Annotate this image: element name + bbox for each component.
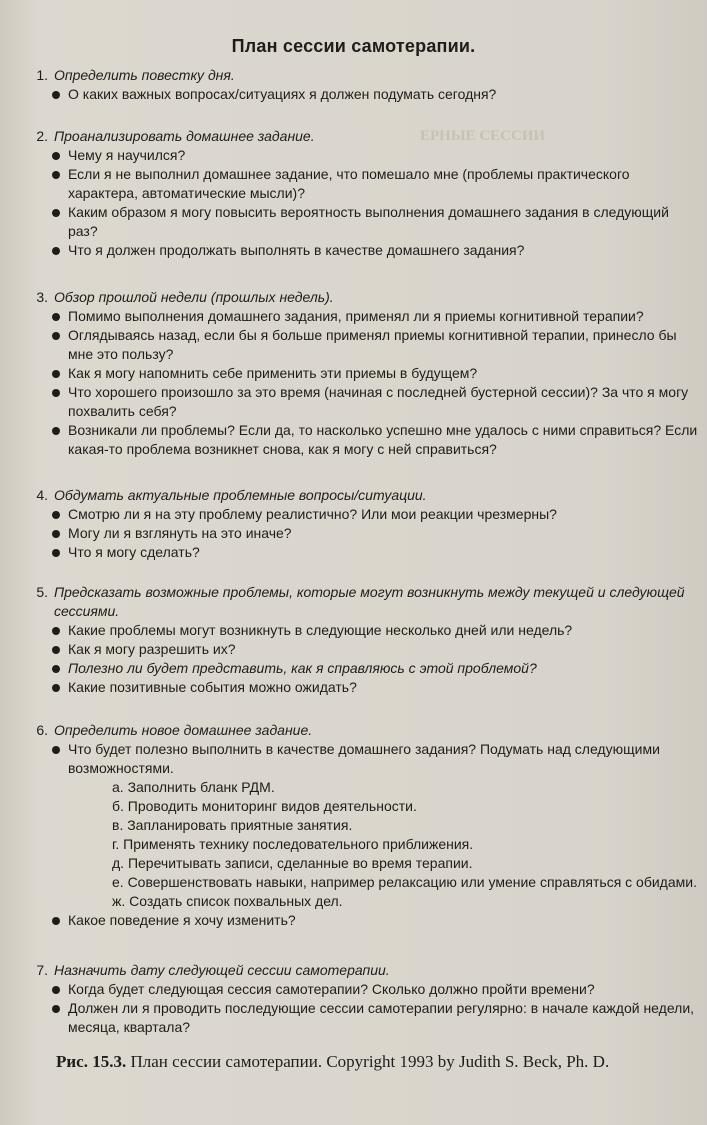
section-heading: Определить повестку дня. [54,67,235,83]
list-item: Что хорошего произошло за это время (начиная с последней бустерной сессии)? За что я могу похвалить себя? [48,383,699,421]
suboption-list [22,778,699,911]
section-4 [22,486,699,562]
section-number: 4. [36,487,48,503]
section-number: 1. [36,67,48,83]
list-item: Могу ли я взглянуть на это иначе? [48,524,699,543]
list-item: О каких важных вопросах/ситуациях я должен подумать сегодня? [48,85,699,104]
list-item: Что я должен продолжать выполнять в качестве домашнего задания? [48,241,699,260]
section-heading: Обдумать актуальные проблемные вопросы/ситуации. [54,487,427,503]
suboption: ж. Создать список похвальных дел. [112,893,343,909]
suboption: б. Проводить мониторинг видов деятельности. [112,798,417,814]
list-item: Помимо выполнения домашнего задания, применял ли я приемы когнитивной терапии? [48,307,699,326]
suboption: в. Запланировать приятные занятия. [112,817,353,833]
suboption: д. Перечитывать записи, сделанные во время терапии. [112,855,473,871]
list-item: Должен ли я проводить последующие сессии самотерапии регулярно: в начале каждой недели, месяца, квартала? [48,999,699,1037]
figure-caption [56,1052,609,1072]
list-item: Что я могу сделать? [48,543,699,562]
list-item: Если я не выполнил домашнее задание, что помешало мне (проблемы практического характера, автоматические мысли)? [48,165,699,203]
suboption: а. Заполнить бланк РДМ. [112,779,275,795]
section-heading: Назначить дату следующей сессии самотерапии. [54,962,390,978]
list-item: Возникали ли проблемы? Если да, то насколько успешно мне удалось с ними справиться? Если какая-то проблема возникнет снова, как я могу с ней справиться? [48,421,699,459]
section-7 [22,961,699,1037]
section-heading: Проанализировать домашнее задание. [54,128,315,144]
suboption: е. Совершенствовать навыки, например релаксацию или умение справляться с обидами. [112,874,697,890]
caption-text: План сессии самотерапии. Copyright 1993 by Judith S. Beck, Ph. D. [126,1052,610,1071]
section-5 [22,583,699,697]
section-3 [22,288,699,459]
list-item: Полезно ли будет представить, как я справляюсь с этой проблемой? [48,659,699,678]
section-heading: Определить новое домашнее задание. [54,722,313,738]
section-1 [22,66,699,104]
section-heading: Предсказать возможные проблемы, которые могут возникнуть между текущей и следующей сессиями. [54,584,685,619]
list-item: Когда будет следующая сессия самотерапии? Сколько должно пройти времени? [48,980,699,999]
section-number: 6. [36,722,48,738]
caption-label: Рис. 15.3. [56,1052,127,1071]
page-title: План сессии самотерапии. [231,36,476,56]
suboption: г. Применять технику последовательного приближения. [112,836,474,852]
list-item: Какие позитивные события можно ожидать? [48,678,699,697]
list-item: Какое поведение я хочу изменить? [48,911,699,930]
list-item: Каким образом я могу повысить вероятность выполнения домашнего задания в следующий раз? [48,203,699,241]
list-item: Как я могу разрешить их? [48,640,699,659]
section-number: 7. [36,962,48,978]
list-item: Смотрю ли я на эту проблему реалистично? Или мои реакции чрезмерны? [48,505,699,524]
section-heading: Обзор прошлой недели (прошлых недель). [54,289,334,305]
section-number: 3. [36,289,48,305]
section-number: 2. [36,128,48,144]
list-item: Какие проблемы могут возникнуть в следующие несколько дней или недель? [48,621,699,640]
bleed-through-text: ЕРНЫЕ СЕССИИ [420,128,546,144]
list-item: Что будет полезно выполнить в качестве домашнего задания? Подумать над следующими возможностями. [48,740,699,778]
section-6 [22,721,699,930]
list-item: Оглядываясь назад, если бы я больше применял приемы когнитивной терапии, принесло бы мне это пользу? [48,326,699,364]
list-item: Чему я научился? [48,146,699,165]
list-item: Как я могу напомнить себе применить эти приемы в будущем? [48,364,699,383]
section-2 [22,127,699,260]
section-number: 5. [36,584,48,600]
